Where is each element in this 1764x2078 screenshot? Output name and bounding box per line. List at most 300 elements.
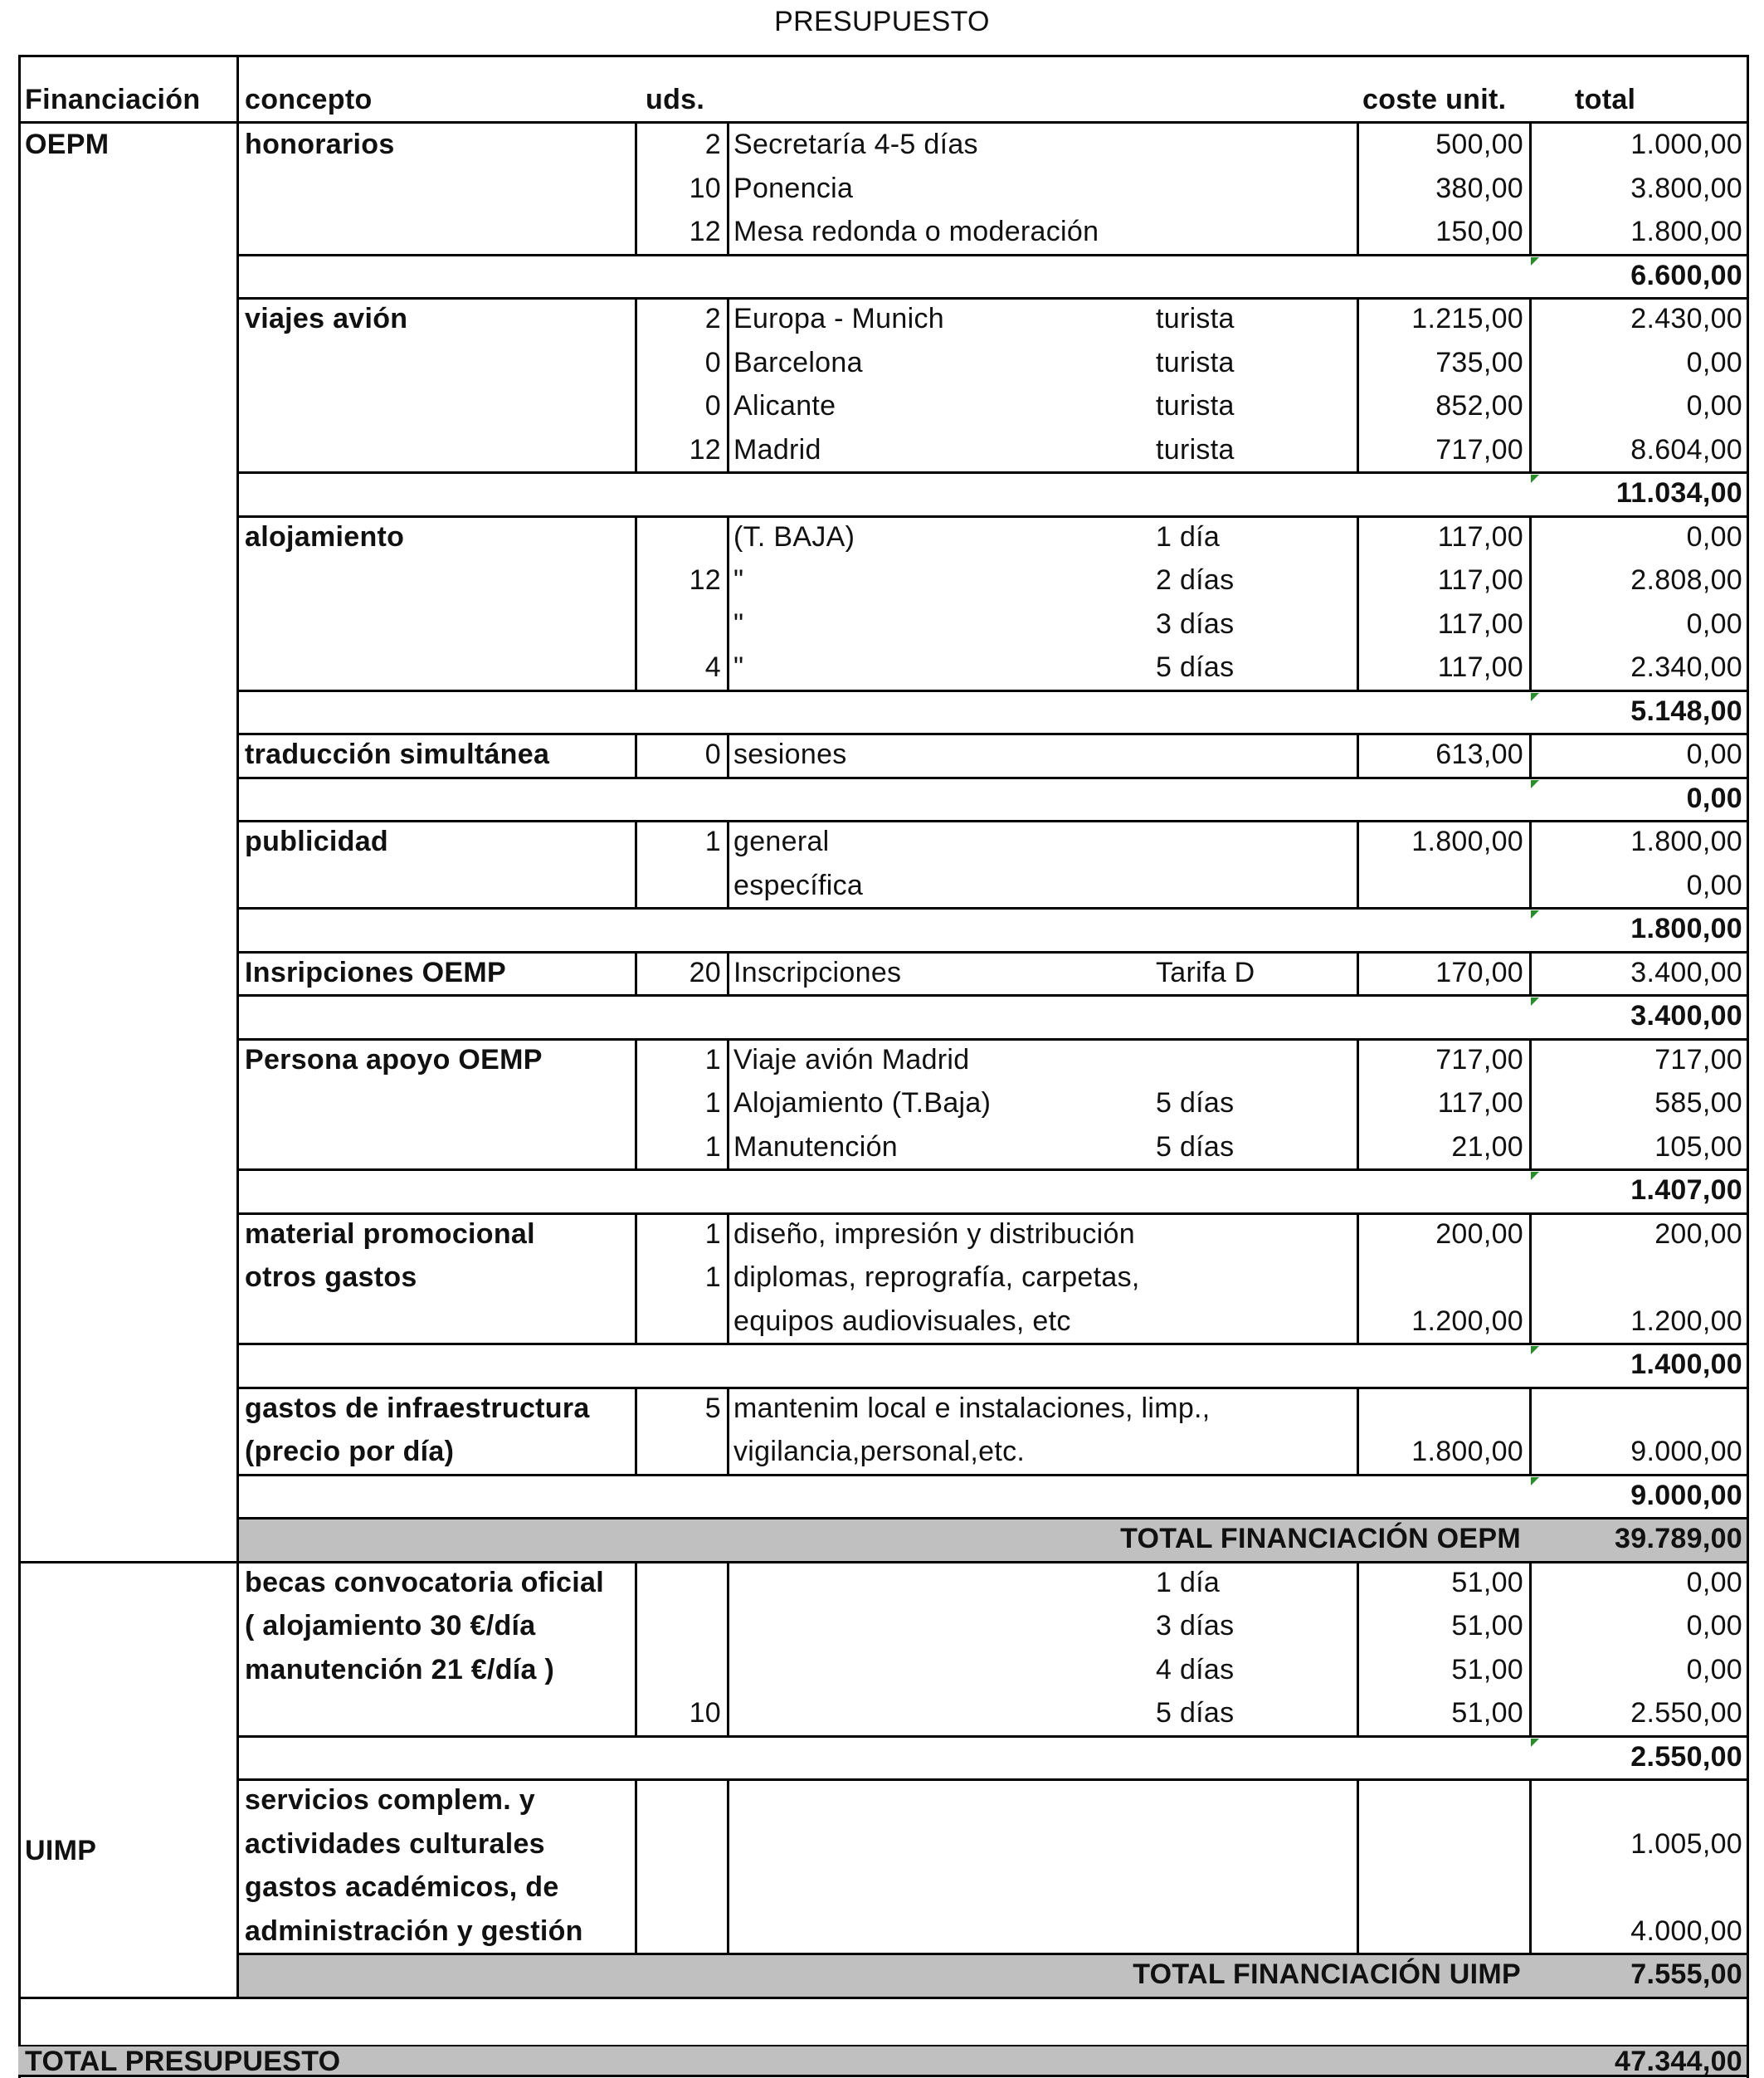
detail-cell: 3 días [1156,607,1235,640]
uds-cell: 4 [704,651,721,683]
column-divider [1529,733,1532,777]
unit-cost-cell: 500,00 [1435,129,1523,160]
unit-cost-cell: 717,00 [1435,1043,1523,1076]
column-divider [727,297,729,341]
detail-cell: turista [1156,346,1235,378]
detail-cell: 2 días [1156,564,1235,596]
detail-cell: 5 días [1156,1130,1235,1163]
column-divider [635,1604,637,1648]
column-divider [727,1691,729,1735]
total-cell: 0,00 [1686,390,1742,422]
unit-cost-cell: 150,00 [1435,216,1523,247]
subtotal-bottom-border [236,297,1749,300]
column-divider [1529,951,1532,995]
detail-cell: turista [1156,303,1235,334]
column-divider [635,1300,637,1344]
group-bottom-border [236,777,1749,779]
detail-cell: 5 días [1156,1697,1235,1729]
group-bottom-border [236,1735,1749,1738]
column-divider [727,1866,729,1910]
subtotal-value: 2.550,00 [1630,1740,1742,1773]
column-divider [727,123,729,167]
description-cell: específica [733,869,864,901]
subtotal-value: 3.400,00 [1630,1000,1742,1032]
subtotal-bottom-border [236,951,1749,954]
unit-cost-cell: 1.200,00 [1411,1305,1523,1337]
column-divider [1529,1038,1532,1082]
table-top-border [18,55,1749,57]
column-divider [635,1256,637,1300]
column-divider [635,1648,637,1692]
subtotal-value: 0,00 [1686,782,1742,814]
total-cell: 0,00 [1686,1653,1742,1685]
column-divider [1529,1256,1532,1300]
header-uds: uds. [646,84,705,115]
unit-cost-cell: 117,00 [1437,1087,1523,1119]
concept-cell: gastos de infraestructura [245,1392,590,1424]
column-divider [1529,820,1532,864]
comment-marker [1531,1172,1539,1180]
subtotal-bottom-border [236,515,1749,518]
detail-cell: 1 día [1156,520,1221,553]
column-divider [635,951,637,995]
subtotal-value: 5.148,00 [1630,695,1742,727]
total-cell: 200,00 [1654,1217,1742,1250]
concept-cell: administración y gestión [245,1915,583,1947]
unit-cost-cell: 717,00 [1435,433,1523,466]
column-divider [1529,167,1532,211]
comment-marker [1531,257,1539,266]
unit-cost-cell: 117,00 [1437,651,1523,683]
comment-marker [1531,1477,1539,1485]
uds-cell: 1 [704,1087,721,1119]
unit-cost-cell: 200,00 [1435,1217,1523,1250]
total-cell: 1.200,00 [1630,1305,1742,1337]
total-cell: 2.340,00 [1630,651,1742,683]
concept-cell: honorarios [245,129,395,160]
description-cell: equipos audiovisuales, etc [733,1305,1071,1337]
column-divider [635,1430,637,1474]
column-divider [1357,1648,1359,1692]
unit-cost-cell: 1.800,00 [1411,826,1523,857]
description-cell: (T. BAJA) [733,520,855,553]
column-divider [1357,1866,1359,1910]
column-divider [727,210,729,254]
detail-cell: 5 días [1156,1087,1235,1119]
unit-cost-cell: 21,00 [1451,1130,1523,1163]
group-bottom-border [236,1168,1749,1171]
unit-cost-cell: 170,00 [1435,956,1523,988]
description-cell: diseño, impresión y distribución [733,1217,1135,1250]
concept-cell: servicios complem. y [245,1784,535,1816]
column-divider [635,820,637,864]
unit-cost-cell: 380,00 [1435,172,1523,204]
total-cell: 3.400,00 [1630,956,1742,988]
uds-cell: 1 [704,1130,721,1163]
column-divider [635,428,637,472]
uds-cell: 10 [689,1697,721,1729]
grand-total-value: 39.789,00 [1615,1523,1742,1554]
column-divider [1529,1300,1532,1344]
column-divider [1357,123,1359,167]
detail-cell: 4 días [1156,1653,1235,1685]
uds-cell: 12 [689,216,721,247]
column-divider [727,515,729,559]
column-divider [727,341,729,385]
column-divider [727,602,729,646]
column-divider [727,1081,729,1125]
column-divider [635,864,637,908]
column-divider [1357,1561,1359,1605]
unit-cost-cell: 735,00 [1435,346,1523,378]
detail-cell: 5 días [1156,651,1235,683]
column-divider [1357,297,1359,341]
section-uimp: UIMP [25,1835,97,1866]
description-cell: Inscripciones [733,956,902,988]
column-divider [1529,1212,1532,1256]
comment-marker [1531,693,1539,701]
detail-cell: turista [1156,433,1235,466]
total-cell: 0,00 [1686,739,1742,770]
total-cell: 2.808,00 [1630,564,1742,596]
description-cell: vigilancia,personal,etc. [733,1436,1026,1467]
description-cell: diplomas, reprografía, carpetas, [733,1261,1140,1293]
description-cell: " [733,607,744,640]
unit-cost-cell: 1.800,00 [1411,1436,1523,1467]
subtotal-value: 6.600,00 [1630,259,1742,291]
column-divider [635,1125,637,1169]
column-divider [1357,864,1359,908]
description-cell: " [733,564,744,596]
column-divider [1529,1430,1532,1474]
total-cell: 1.800,00 [1630,216,1742,247]
group-bottom-border [236,690,1749,692]
subtotal-value: 1.407,00 [1630,1174,1742,1206]
concept-cell: traducción simultánea [245,739,550,770]
uds-cell: 0 [704,390,721,422]
column-divider [727,1822,729,1866]
subtotal-value: 1.400,00 [1630,1349,1742,1380]
column-divider [1529,515,1532,559]
column-divider [727,1387,729,1431]
column-divider [1529,1561,1532,1605]
page-title: PRESUPUESTO [774,6,990,37]
column-divider [1529,384,1532,428]
column-divider [1529,210,1532,254]
column-divider [1357,1387,1359,1431]
total-cell: 0,00 [1686,1566,1742,1598]
column-divider [1357,559,1359,602]
column-divider [1529,1387,1532,1431]
column-divider [727,1256,729,1300]
column-divider [727,646,729,690]
column-divider [635,1561,637,1605]
subtotal-bottom-border [236,820,1749,822]
uds-cell: 0 [704,346,721,378]
column-divider [1529,1604,1532,1648]
group-bottom-border [236,254,1749,256]
column-divider [1529,559,1532,602]
header-bottom-border [18,121,1749,124]
comment-marker [1531,910,1539,919]
group-bottom-border [236,994,1749,997]
column-divider [1357,1125,1359,1169]
column-divider [1529,428,1532,472]
column-divider [727,1648,729,1692]
comment-marker [1531,780,1539,788]
column-divider [1529,1778,1532,1822]
subtotal-bottom-border [236,1038,1749,1041]
description-cell: general [733,826,830,857]
column-divider [1357,1430,1359,1474]
column-divider [1529,864,1532,908]
column-divider [1357,1212,1359,1256]
detail-cell: 1 día [1156,1566,1221,1598]
grand-total-label: TOTAL FINANCIACIÓN UIMP [1133,1958,1521,1990]
concept-cell: material promocional [245,1217,535,1250]
subtotal-bottom-border [236,1212,1749,1215]
column-divider [1529,1648,1532,1692]
column-divider [1357,951,1359,995]
column-divider [1357,1256,1359,1300]
group-bottom-border [236,471,1749,474]
description-cell: Barcelona [733,346,863,378]
description-cell: Viaje avión Madrid [733,1043,970,1076]
uds-cell: 1 [704,1261,721,1293]
column-divider [1357,167,1359,211]
subtotal-value: 11.034,00 [1615,477,1742,509]
group-bottom-border [236,907,1749,910]
total-cell: 0,00 [1686,520,1742,553]
uds-cell: 12 [689,433,721,466]
column-divider [727,1300,729,1344]
column-divider [635,515,637,559]
grand-total-label: TOTAL FINANCIACIÓN OEPM [1120,1523,1521,1554]
column-divider [1529,1822,1532,1866]
column-divider [1357,646,1359,690]
section-oepm: OEPM [25,129,110,160]
uds-cell: 2 [704,303,721,334]
total-cell: 4.000,00 [1630,1915,1742,1947]
concept-cell: gastos académicos, de [245,1871,559,1903]
concept-cell: actividades culturales [245,1827,545,1860]
description-cell: Manutención [733,1130,898,1163]
column-divider [1357,602,1359,646]
total-cell: 105,00 [1654,1130,1742,1163]
column-divider [635,1691,637,1735]
column-divider [635,1212,637,1256]
concept-cell: (precio por día) [245,1436,455,1467]
column-divider [1529,123,1532,167]
concept-cell: manutención 21 €/día ) [245,1653,555,1685]
column-divider [727,384,729,428]
uds-cell: 20 [689,956,721,988]
unit-cost-cell: 117,00 [1437,520,1523,553]
column-divider [1357,384,1359,428]
total-cell: 9.000,00 [1630,1436,1742,1467]
column-divider [1529,341,1532,385]
description-cell: Ponencia [733,172,854,204]
column-divider [1357,1081,1359,1125]
total-cell: 1.800,00 [1630,826,1742,857]
column-divider [727,559,729,602]
total-cell: 1.000,00 [1630,129,1742,160]
uds-cell: 0 [704,739,721,770]
total-cell: 585,00 [1654,1087,1742,1119]
column-divider [635,1910,637,1954]
header-concepto: concepto [245,84,373,115]
column-divider [635,646,637,690]
column-divider [1529,1866,1532,1910]
column-divider [1357,1910,1359,1954]
column-divider [727,1430,729,1474]
total-cell: 2.430,00 [1630,303,1742,334]
column-divider [727,1038,729,1082]
group-bottom-border [236,1474,1749,1476]
detail-cell: 3 días [1156,1610,1235,1641]
section-split-border [18,1561,239,1563]
total-cell: 0,00 [1686,1610,1742,1641]
subtotal-bottom-border [236,1778,1749,1781]
column-divider [635,1038,637,1082]
uds-cell: 10 [689,172,721,204]
unit-cost-cell: 51,00 [1451,1697,1523,1729]
description-cell: Alojamiento (T.Baja) [733,1087,992,1119]
column-divider [635,210,637,254]
column-divider [1357,1778,1359,1822]
column-divider [1357,341,1359,385]
total-cell: 0,00 [1686,607,1742,640]
column-divider [727,167,729,211]
column-divider [1357,733,1359,777]
unit-cost-cell: 51,00 [1451,1566,1523,1598]
table-bottom-border [18,1997,1749,1999]
column-divider [1357,1691,1359,1735]
uds-cell: 5 [704,1392,721,1424]
column-divider [1357,428,1359,472]
total-presupuesto-value: 47.344,00 [1615,2046,1742,2077]
uds-cell: 1 [704,826,721,857]
description-cell: Secretaría 4-5 días [733,129,978,160]
total-cell: 8.604,00 [1630,433,1742,466]
column-divider [1357,1822,1359,1866]
comment-marker [1531,475,1539,483]
column-divider [727,1604,729,1648]
column-divider [727,1561,729,1605]
concept-cell: Persona apoyo OEMP [245,1043,543,1076]
column-divider [635,602,637,646]
uds-cell: 2 [704,129,721,160]
total-cell: 3.800,00 [1630,172,1742,204]
description-cell: Europa - Munich [733,303,944,334]
subtotal-bottom-border [236,733,1749,735]
unit-cost-cell: 117,00 [1437,607,1523,640]
financiacion-divider [236,55,239,1997]
column-divider [635,733,637,777]
column-divider [727,1212,729,1256]
column-divider [1529,297,1532,341]
unit-cost-cell: 117,00 [1437,564,1523,596]
column-divider [635,1387,637,1431]
column-divider [1357,515,1359,559]
unit-cost-cell: 852,00 [1435,390,1523,422]
comment-marker [1531,1739,1539,1747]
detail-cell: turista [1156,390,1235,422]
column-divider [727,1125,729,1169]
column-divider [727,1778,729,1822]
column-divider [1529,1081,1532,1125]
column-divider [635,1866,637,1910]
column-divider [635,1081,637,1125]
column-divider [727,1910,729,1954]
table-right-border [1747,55,1749,2078]
header-financiacion: Financiación [25,84,201,115]
description-cell: Madrid [733,433,821,466]
column-divider [635,341,637,385]
uds-cell: 1 [704,1217,721,1250]
column-divider [1357,1604,1359,1648]
detail-cell: Tarifa D [1156,956,1255,988]
group-bottom-border [236,1343,1749,1345]
unit-cost-cell: 613,00 [1435,739,1523,770]
uds-cell: 1 [704,1043,721,1076]
column-divider [635,167,637,211]
column-divider [1529,646,1532,690]
uds-cell: 12 [689,564,721,596]
unit-cost-cell: 1.215,00 [1411,303,1523,334]
header-coste-unit: coste unit. [1362,84,1507,115]
total-cell: 2.550,00 [1630,1697,1742,1729]
column-divider [1529,1691,1532,1735]
column-divider [635,123,637,167]
description-cell: sesiones [733,739,847,770]
concept-cell: publicidad [245,826,388,857]
column-divider [727,864,729,908]
concept-cell: becas convocatoria oficial [245,1566,604,1598]
column-divider [635,559,637,602]
description-cell: Mesa redonda o moderación [733,216,1099,247]
column-divider [1357,1300,1359,1344]
column-divider [1529,1910,1532,1954]
column-divider [1357,820,1359,864]
grand-total-bottom-border [18,1561,1749,1563]
column-divider [727,428,729,472]
table-left-border [18,55,21,2078]
column-divider [1357,210,1359,254]
concept-cell: ( alojamiento 30 €/día [245,1610,536,1641]
total-cell: 0,00 [1686,346,1742,378]
column-divider [1529,1125,1532,1169]
concept-cell: otros gastos [245,1261,417,1293]
unit-cost-cell: 51,00 [1451,1610,1523,1641]
grand-total-top-border [236,1953,1749,1955]
unit-cost-cell: 51,00 [1451,1653,1523,1685]
total-cell: 0,00 [1686,869,1742,901]
subtotal-value: 9.000,00 [1630,1479,1742,1511]
comment-marker [1531,998,1539,1006]
total-cell: 717,00 [1654,1043,1742,1076]
grand-total-top-border [236,1517,1749,1519]
column-divider [635,384,637,428]
total-cell: 1.005,00 [1630,1827,1742,1860]
column-divider [635,1822,637,1866]
column-divider [635,297,637,341]
subtotal-value: 1.800,00 [1630,913,1742,944]
column-divider [727,820,729,864]
description-cell: Alicante [733,390,836,422]
description-cell: mantenim local e instalaciones, limp., [733,1392,1211,1424]
comment-marker [1531,1346,1539,1354]
